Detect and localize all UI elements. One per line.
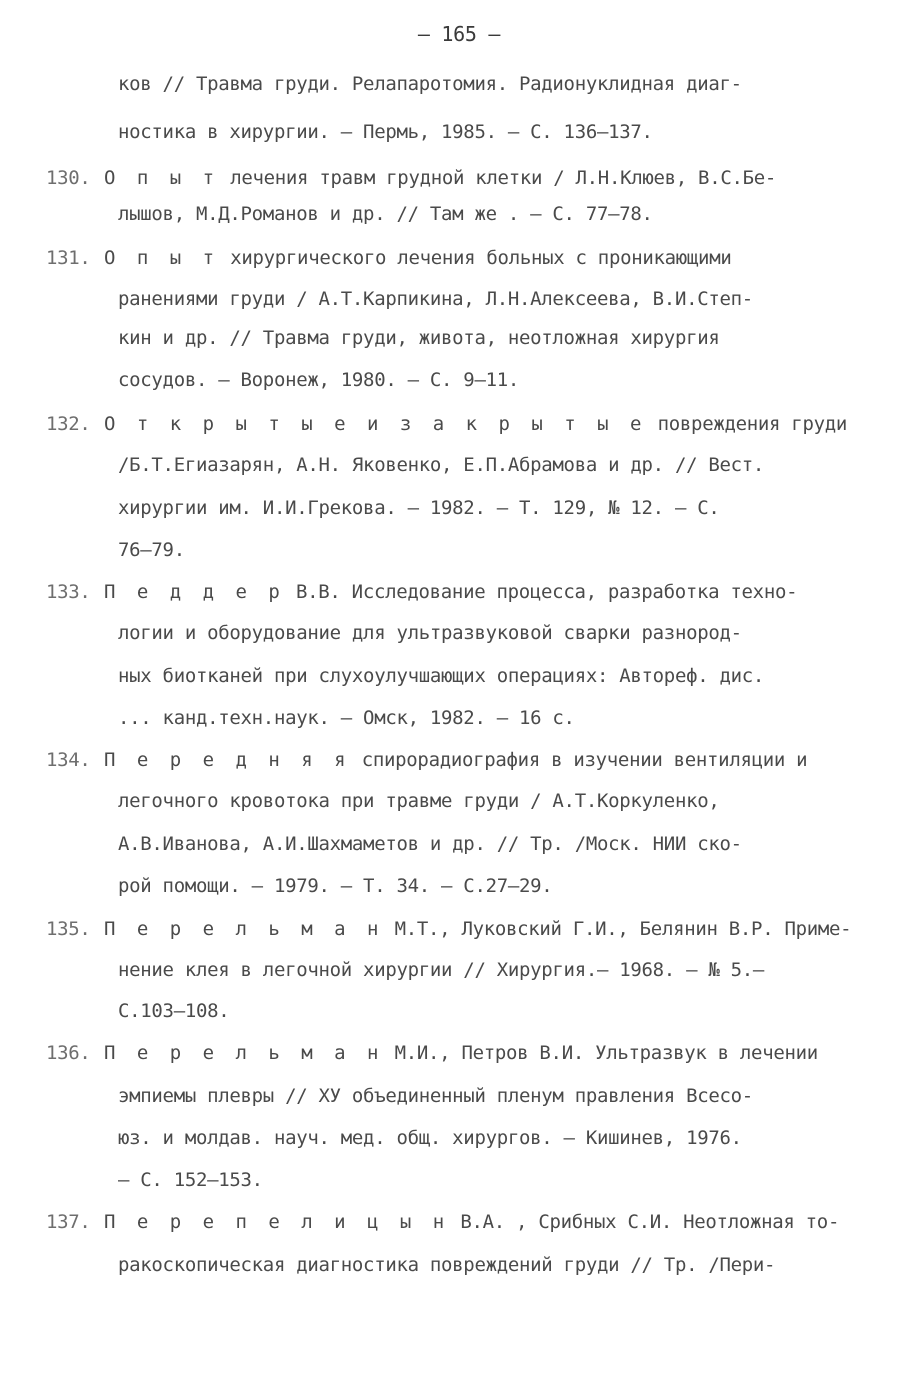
entry-text [104, 1207, 839, 1237]
text-line [0, 996, 918, 1026]
text-line [0, 284, 918, 314]
text-line [0, 914, 918, 944]
entry-text [104, 163, 776, 193]
entry-continuation: А.В.Иванова, А.И.Шахмаметов и др. // Тр. /Моск. НИИ ско- [118, 833, 742, 855]
entry-body: М.Т., Луковский Г.И., Белянин В.Р. Приме- [383, 918, 852, 940]
text-line [0, 199, 918, 229]
text-line [0, 535, 918, 565]
entry-continuation: /Б.Т.Егиазарян, А.Н. Яковенко, Е.П.Абрамова и др. // Вест. [118, 454, 765, 476]
entry-number: 130. [46, 167, 91, 189]
text-line [0, 703, 918, 733]
entry-continuation: лышов, М.Д.Романов и др. // Там же . – С. 77–78. [118, 203, 653, 225]
entry-continuation: ракоскопическая диагностика повреждений груди // Тр. /Пери- [118, 1254, 776, 1276]
entry-body: хирургического лечения больных с проникающими [219, 247, 732, 269]
text-line [0, 1165, 918, 1195]
text-line [0, 577, 918, 607]
entry-number: 134. [46, 749, 91, 771]
entry-continuation: кин и др. // Травма груди, живота, неотложная хирургия [118, 327, 720, 349]
text-line [0, 450, 918, 480]
entry-continuation: легочного кровотока при травме груди / А.Т.Коркуленко, [118, 790, 720, 812]
entry-lead-word: О п ы т [104, 247, 220, 269]
text-line [0, 1123, 918, 1153]
text-line [0, 117, 918, 147]
text-line [0, 661, 918, 691]
entry-text [104, 914, 851, 944]
entry-continuation: хирургии им. И.И.Грекова. – 1982. – Т. 129, № 12. – С. [118, 497, 720, 519]
entry-continuation: ков // Травма груди. Релапаротомия. Радионуклидная диаг- [118, 73, 742, 95]
entry-continuation: нение клея в легочной хирургии // Хирургия.– 1968. – № 5.– [118, 959, 765, 981]
entry-number: 137. [46, 1211, 91, 1233]
entry-number: 136. [46, 1042, 91, 1064]
text-line [0, 1081, 918, 1111]
entry-text [104, 745, 807, 775]
entry-lead-word: П е р е л ь м а н [104, 918, 384, 940]
entry-continuation: ... канд.техн.наук. – Омск, 1982. – 16 с. [118, 707, 575, 729]
entry-body: В.В. Исследование процесса, разработка техно- [284, 581, 798, 603]
entry-continuation: юз. и молдав. науч. мед. общ. хирургов. – Кишинев, 1976. [118, 1127, 742, 1149]
entry-text [104, 1038, 818, 1068]
entry-body: М.И., Петров В.И. Ультразвук в лечении [383, 1042, 818, 1064]
entry-number: 132. [46, 413, 91, 435]
entry-body: В.А. , Срибных С.И. Неотложная то- [449, 1211, 840, 1233]
text-line [0, 618, 918, 648]
text-line [0, 1207, 918, 1237]
text-line [0, 829, 918, 859]
entry-number: 131. [46, 247, 91, 269]
text-line [0, 1038, 918, 1068]
text-line [0, 871, 918, 901]
text-line [0, 243, 918, 273]
entry-continuation: эмпиемы плевры // ХУ объединенный пленум правления Всесо- [118, 1085, 753, 1107]
text-line [0, 323, 918, 353]
entry-text [104, 243, 731, 273]
text-line [0, 786, 918, 816]
page-number: – 165 – [417, 22, 501, 46]
entry-continuation: ностика в хирургии. – Пермь, 1985. – С. 136–137. [118, 121, 653, 143]
entry-body: лечения травм грудной клетки / Л.Н.Клюев, В.С.Бе- [219, 167, 777, 189]
text-line [0, 745, 918, 775]
text-line [0, 69, 918, 99]
entry-continuation: – С. 152–153. [118, 1169, 263, 1191]
entry-continuation: сосудов. – Воронеж, 1980. – С. 9–11. [118, 369, 520, 391]
entry-lead-word: П е р е д н я я [104, 749, 351, 771]
entry-lead-word: О п ы т [104, 167, 220, 189]
entry-text [104, 409, 847, 439]
entry-continuation: ных биотканей при слухоулучшающих операциях: Автореф. дис. [118, 665, 765, 687]
text-line [0, 163, 918, 193]
entry-continuation: рой помощи. – 1979. – Т. 34. – С.27–29. [118, 875, 553, 897]
entry-continuation: 76–79. [118, 539, 185, 561]
entry-lead-word: П е р е л ь м а н [104, 1042, 384, 1064]
entry-continuation: логии и оборудование для ультразвуковой сварки разнород- [118, 622, 742, 644]
text-line [0, 365, 918, 395]
entry-lead-word: П е д д е р [104, 581, 285, 603]
entry-text [104, 577, 797, 607]
entry-body: повреждения груди [646, 413, 848, 435]
text-line [0, 409, 918, 439]
text-line [0, 955, 918, 985]
entry-continuation: ранениями груди / А.Т.Карпикина, Л.Н.Алексеева, В.И.Степ- [118, 288, 753, 310]
entry-body: спирорадиография в изучении вентиляции и [350, 749, 808, 771]
entry-lead-word: О т к р ы т ы е и з а к р ы т ы е [104, 413, 647, 435]
entry-continuation: С.103–108. [118, 1000, 230, 1022]
text-line [0, 1250, 918, 1280]
entry-number: 135. [46, 918, 91, 940]
entry-number: 133. [46, 581, 91, 603]
text-line [0, 493, 918, 523]
entry-lead-word: П е р е п е л и ц ы н [104, 1211, 450, 1233]
